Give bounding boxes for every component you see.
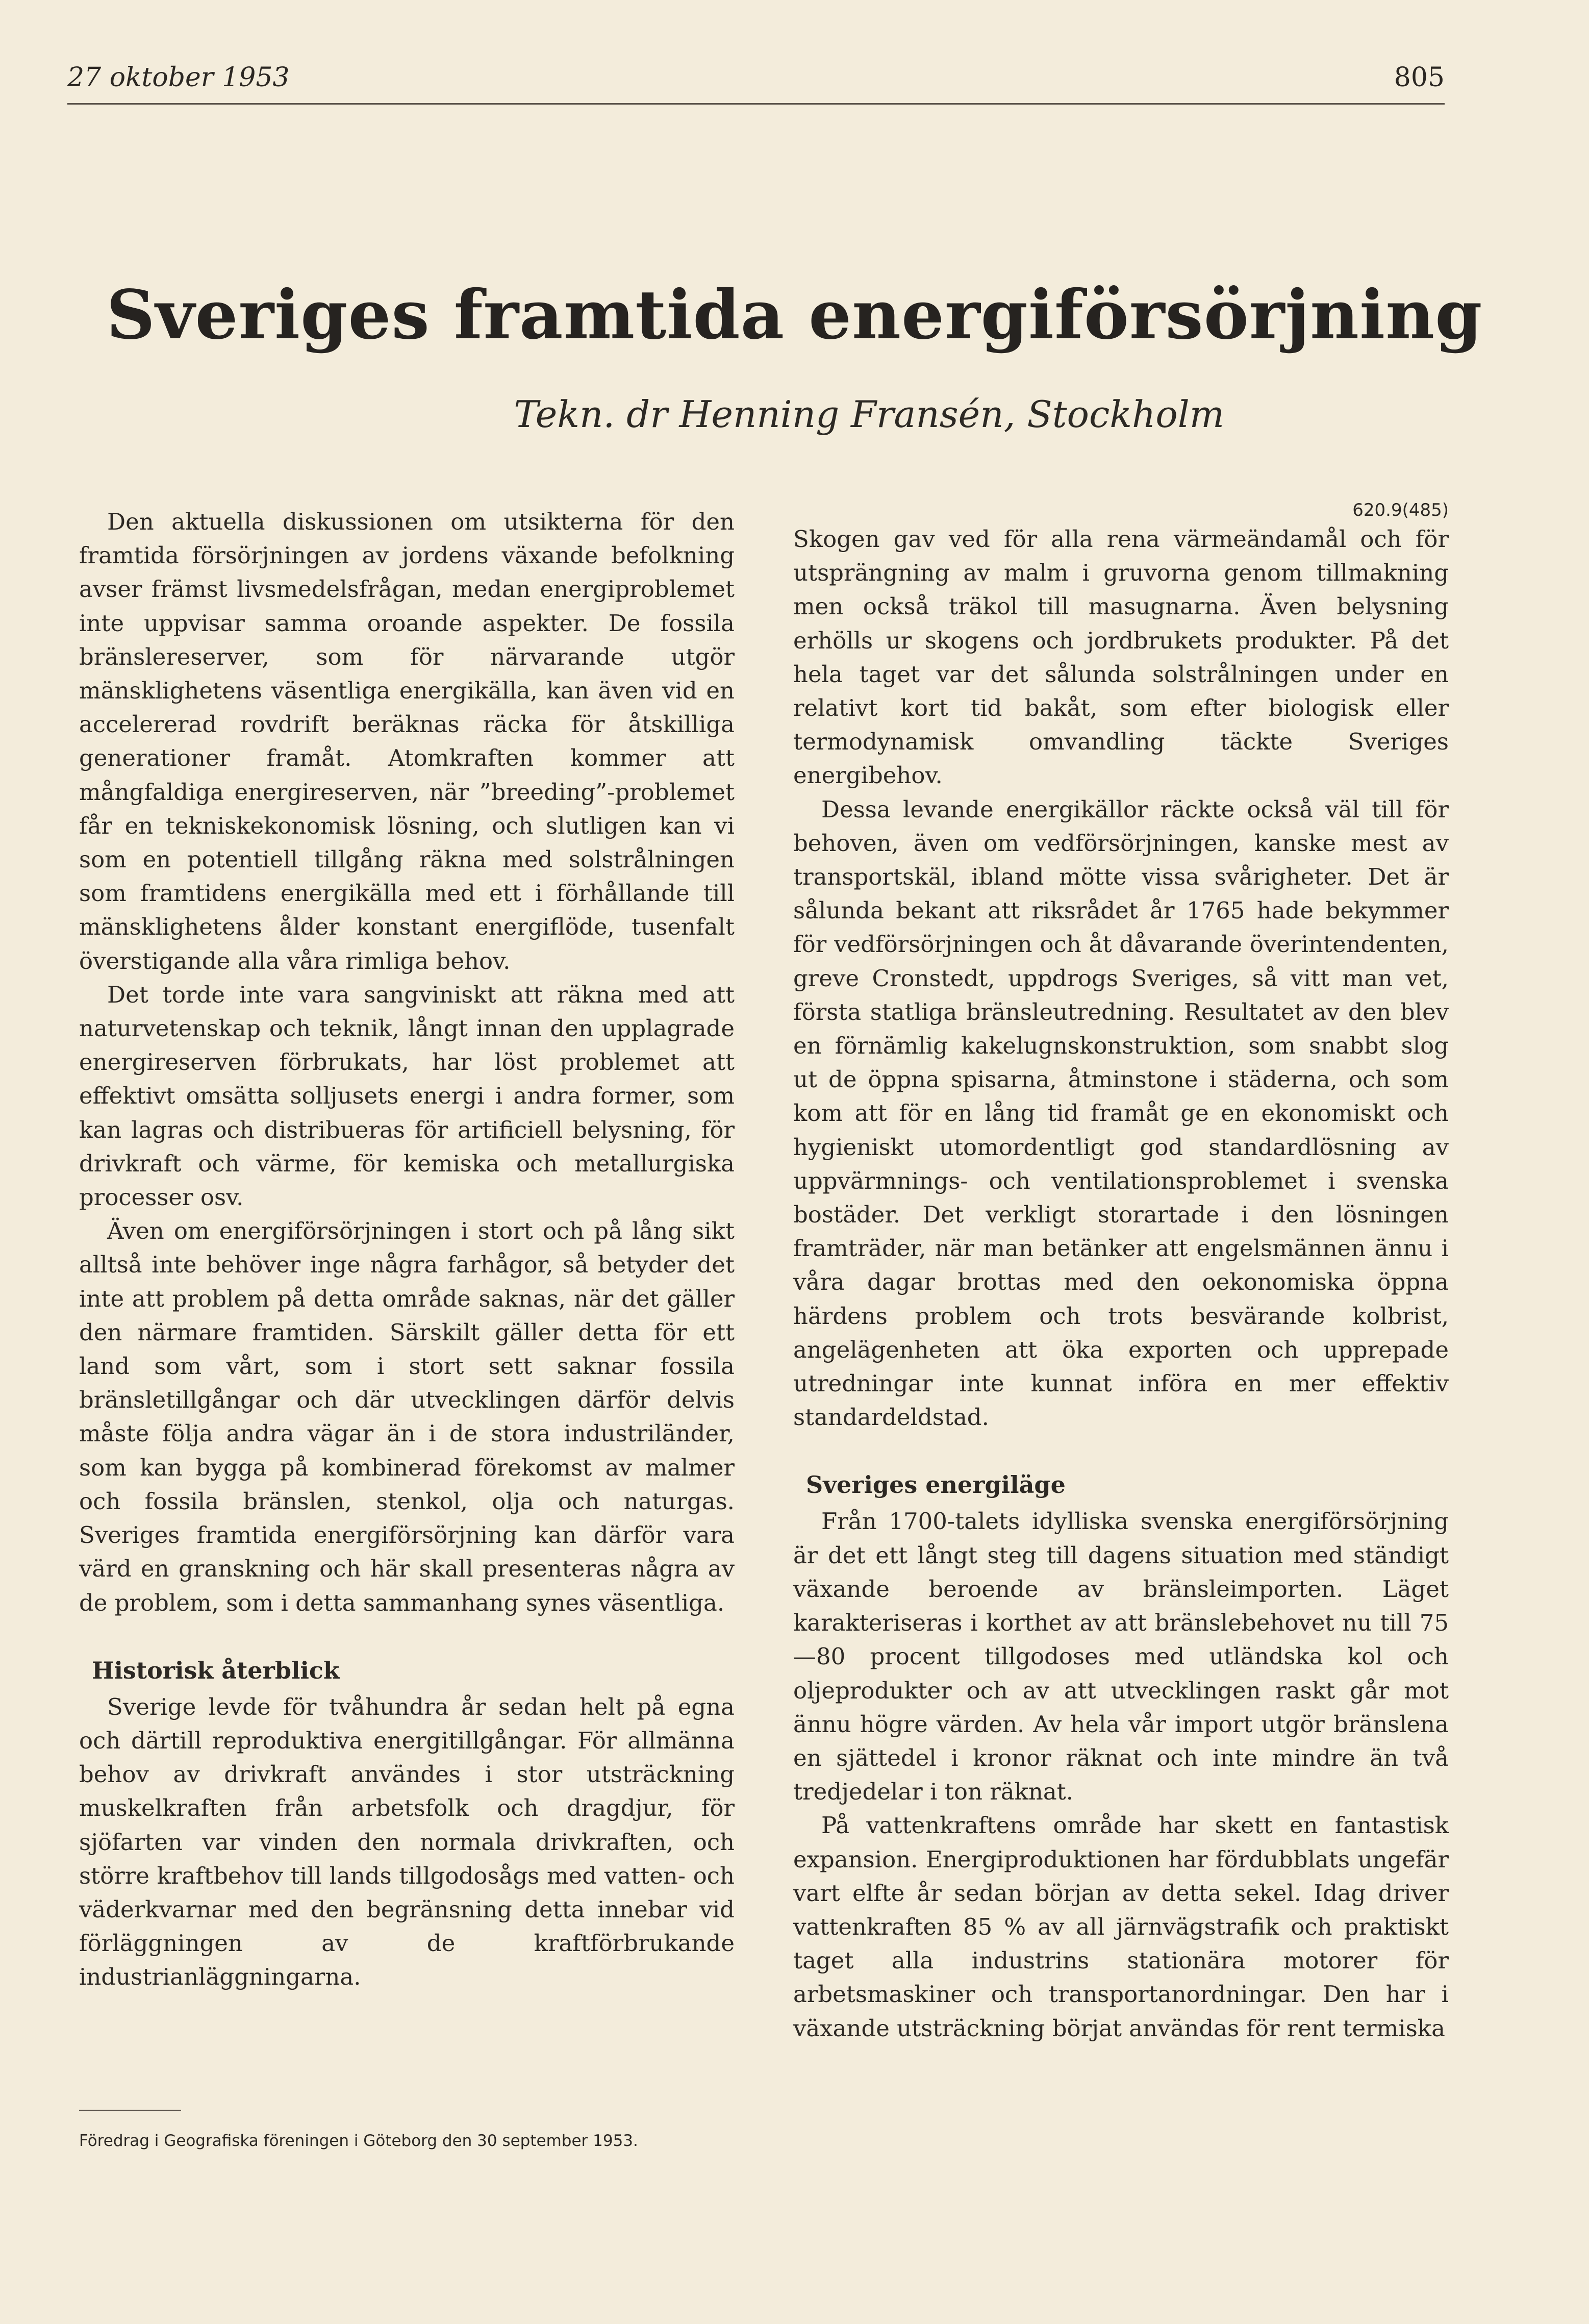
- page-number: 805: [1394, 62, 1445, 93]
- left-column: [79, 505, 735, 1994]
- section-heading-energilage: Sveriges energiläge: [806, 1471, 1066, 1499]
- article-title: Sveriges framtida energiförsörjning: [106, 276, 1483, 355]
- paragraph: På vattenkraftens område har skett en fantastisk expansion. Energiproduktionen har fördubblats ungefär vart elfte år sedan början av detta sekel. Idag driver vattenkraften 85 % av all järnvägstrafik och praktiskt taget alla industrins stationära motorer för arbetsmaskiner och transportanordningar. Den har i växande utsträckning börjat användas för rent termiska: [793, 1812, 1449, 2042]
- classification-code: 620.9(485): [1352, 500, 1449, 520]
- paragraph: Från 1700-talets idylliska svenska energiförsörjning är det ett långt steg till dagens situation med ständigt växande beroende av bränsleimporten. Läget karakteriseras i korthet av att bränslebehovet nu till 75—80 procent tillgodoses med utländska kol och oljeprodukter och av att utvecklingen raskt går mot ännu högre värden. Av hela vår import utgör bränslena en sjättedel i kronor räknat och inte mindre än två tredjedelar i ton räknat.: [793, 1508, 1449, 1806]
- running-header: [67, 57, 1445, 105]
- right-column: [793, 500, 1449, 2045]
- paragraph: Även om energiförsörjningen i stort och på lång sikt alltså inte behöver inge några farhågor, så betyder det inte att problem på detta område saknas, när det gäller den närmare framtiden. Särskilt gäller detta för ett land som vårt, som i stort sett saknar fossila bränsletillgångar och där utvecklingen därför delvis måste följa andra vägar än i de stora industriländer, som kan bygga på kombinerad förekomst av malmer och fossila bränslen, stenkol, olja och naturgas. Sveriges framtida energiförsörjning kan därför vara värd en granskning och här skall presenteras några av de problem, som i detta sammanhang synes väsentliga.: [79, 1217, 735, 1616]
- paragraph: Det torde inte vara sangviniskt att räkna med att naturvetenskap och teknik, långt innan den upplagrade energireserven förbrukats, har löst problemet att effektivt omsätta solljusets energi i andra former, som kan lagras och distribueras för artificiell belysning, för drivkraft och värme, för kemiska och metallurgiska processer osv.: [79, 981, 735, 1211]
- paragraph: Skogen gav ved för alla rena värmeändamål och för utsprängning av malm i gruvorna genom tillmakning men också träkol till masugnarna. Även belysning erhölls ur skogens och jordbrukets produkter. På det hela taget var det sålunda solstrålningen under en relativt kort tid bakåt, som efter biologisk eller termodynamisk omvandling täckte Sveriges energibehov.: [793, 526, 1449, 789]
- footnote: Föredrag i Geografiska föreningen i Göteborg den 30 september 1953.: [79, 2132, 638, 2150]
- author-byline: Tekn. dr Henning Fransén, Stockholm: [514, 393, 1224, 436]
- footnote-rule: [79, 2110, 181, 2111]
- paragraph: Dessa levande energikällor räckte också väl till för behoven, även om vedförsörjningen, kanske mest av transportskäl, ibland mötte vissa svårigheter. Det är sålunda bekant att riksrådet år 1765 hade bekymmer för vedförsörjningen och åt dåvarande överintendenten, greve Cronstedt, uppdrogs Sveriges, så vitt man vet, första statliga bränsleutredning. Resultatet av den blev en förnämlig kakelugnskonstruktion, som snabbt slog ut de öppna spisarna, åtminstone i städerna, och som kom att för en lång tid framåt ge en ekonomiskt och hygieniskt utomordentligt god standardlösning av uppvärmnings- och ventilationsproblemet i svenska bostäder. Det verkligt storartade i den lösningen framträder, när man betänker att engelsmännen ännu i våra dagar brottas med den oekonomiska öppna härdens problem och trots besvärande kolbrist, angelägenheten att öka exporten och upprepade utredningar inte kunnat införa en mer effektiv standardeldstad.: [793, 795, 1449, 1431]
- issue-date: 27 oktober 1953: [67, 62, 290, 93]
- paragraph: Den aktuella diskussionen om utsikterna för den framtida försörjningen av jordens växande befolkning avser främst livsmedelsfrågan, medan energiproblemet inte uppvisar samma oroande aspekter. De fossila bränslereserver, som för närvarande utgör mänsklighetens väsentliga energikälla, kan även vid en accelererad rovdrift beräknas räcka för åtskilliga generationer framåt. Atomkraften kommer att mångfaldiga energireserven, när ”breeding”-problemet får en tekniskekonomisk lösning, och slutligen kan vi som en potentiell tillgång räkna med solstrålningen som framtidens energikälla med ett i förhållande till mänsklighetens ålder konstant energiflöde, tusenfalt överstigande alla våra rimliga behov.: [79, 508, 735, 974]
- paragraph: Sverige levde för tvåhundra år sedan helt på egna och därtill reproduktiva energitillgångar. För allmänna behov av drivkraft användes i stor utsträckning muskelkraften från arbetsfolk och dragdjur, för sjöfarten var vinden den normala drivkraften, och större kraftbehov till lands tillgodosågs med vatten- och väderkvarnar med den begränsning detta innebar vid förläggningen av de kraftförbrukande industrianläggningarna.: [79, 1693, 735, 1991]
- section-heading-historisk: Historisk återblick: [92, 1656, 340, 1684]
